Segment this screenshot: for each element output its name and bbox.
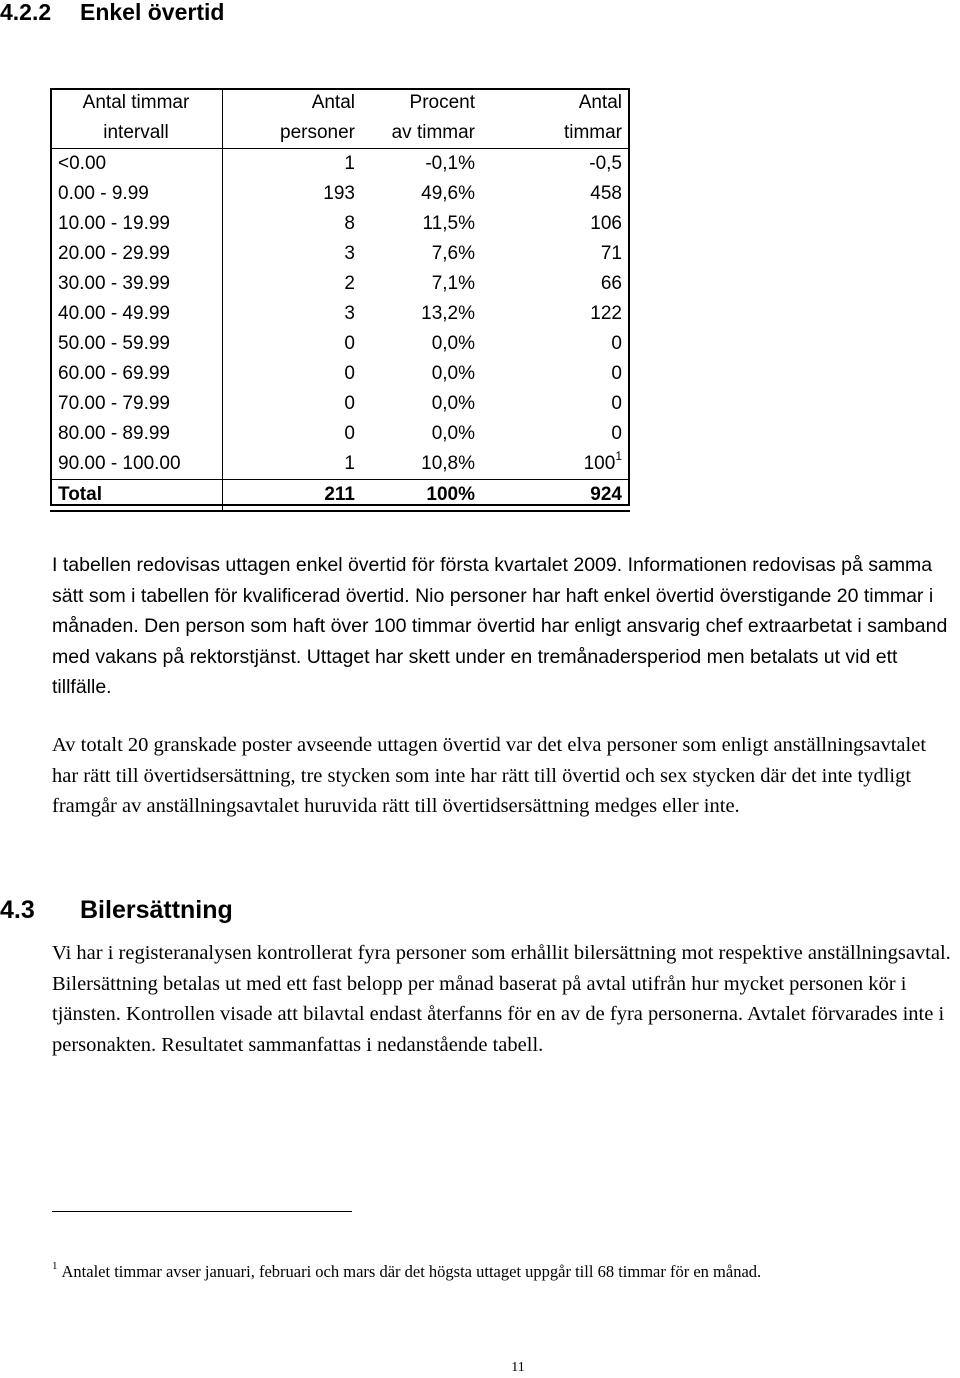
footnote-marker: 1 (52, 1260, 58, 1272)
header-interval: Antal timmar intervall (50, 88, 223, 149)
header-hours: Antal timmar (563, 92, 622, 143)
paragraph-granskning: Av totalt 20 granskade poster avseende uttagen övertid var det elva personer som enligt anställningsavtalet har rätt till övertidsersättning, tre stycken som inte har rätt till övertid och sex stycken där det inte tydligt framgår av anställningsavtalet huruvida rätt till övertidsersättning medges eller inte. (52, 734, 927, 817)
table-row: 50.00 - 59.99 0 0,0% 0 (50, 329, 630, 359)
table-row: 90.00 - 100.00 1 10,8% $100^1$ (50, 449, 630, 480)
table-row: 0.00 - 9.99 193 49,6% 458 (50, 179, 630, 209)
header-persons: Antal personer (280, 92, 355, 143)
table-row: 10.00 - 19.99 8 11,5% 106 (50, 209, 630, 239)
table-row: 30.00 - 39.99 2 7,1% 66 (50, 269, 630, 299)
table-row: 70.00 - 79.99 0 0,0% 0 (50, 389, 630, 419)
section-number: 4.2.2 (0, 0, 52, 25)
table-row: <0.00 1 -0,1% -0,5 (50, 149, 630, 180)
table-total-row: Total 211 100% 924 (50, 480, 630, 512)
footnote (52, 1262, 761, 1282)
overtime-table (50, 88, 630, 512)
footnote-text: Antalet timmar avser januari, februari och mars där det högsta uttaget uppgår till 68 timmar för en månad. (61, 1262, 762, 1281)
section-number: 4.3 (0, 896, 35, 924)
table-row: 40.00 - 49.99 3 13,2% 122 (50, 299, 630, 329)
table-row: 20.00 - 29.99 3 7,6% 71 (50, 239, 630, 269)
header-percent: Procent av timmar (391, 92, 475, 143)
page-number: 11 (511, 1360, 525, 1375)
section-heading-4-3 (0, 896, 233, 925)
paragraph-bilersattning: Vi har i registeranalysen kontrollerat fyra personer som erhållit bilersättning mot respektive anställningsavtal. Bilersättning betalas ut med ett fast belopp per månad baserat på avtal utifrån hur mycket personen kör i tjänsten. Kontrollen visade att bilavtal endast återfanns för en av de fyra personerna. Avtalet förvarades inte i personakten. Resultatet sammanfattas i nedanstående tabell. (52, 942, 951, 1056)
footnote-separator (52, 1211, 352, 1212)
footnote-ref: 1 (615, 449, 622, 463)
section-title: Bilersättning (80, 896, 233, 924)
section-heading-4-2-2 (0, 0, 224, 24)
table-header-row (50, 88, 630, 149)
table-row: 60.00 - 69.99 0 0,0% 0 (50, 359, 630, 389)
section-title: Enkel övertid (80, 0, 225, 25)
paragraph-table-explanation: I tabellen redovisas uttagen enkel övertid för första kvartalet 2009. Informationen redovisas på samma sätt som i tabellen för kvalificerad övertid. Nio personer har haft enkel övertid överstigande 20 timmar i månaden. Den person som haft över 100 timmar övertid har enligt ansvarig chef extraarbetat i samband med vakans på rektorstjänst. Uttaget har skett under en tremånadersperiod men betalats ut vid ett tillfälle. (52, 554, 948, 698)
table-row: 80.00 - 89.99 0 0,0% 0 (50, 419, 630, 449)
